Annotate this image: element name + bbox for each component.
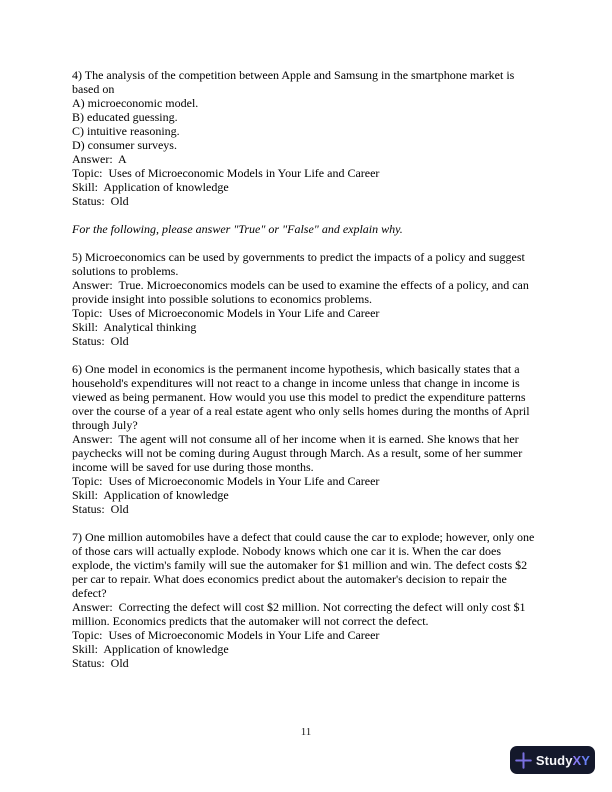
doc-line: per car to repair. What does economics predict about the automaker's decision to repair the	[72, 572, 507, 586]
doc-line: 5) Microeconomics can be used by governments to predict the impacts of a policy and suggest	[72, 250, 525, 264]
logo-wordmark	[536, 754, 590, 767]
doc-line: solutions to problems.	[72, 264, 179, 278]
doc-line: Answer: True. Microeconomics models can be used to examine the effects of a policy, and can	[72, 278, 529, 292]
doc-line: Status: Old	[72, 502, 129, 516]
question-block-5	[72, 250, 544, 348]
doc-line: paychecks will not be coming during August through March. As a result, some of her summer	[72, 446, 523, 460]
plus-icon	[515, 752, 532, 769]
doc-line: 6) One model in economics is the permanent income hypothesis, which basically states that a	[72, 362, 520, 376]
doc-line: B) educated guessing.	[72, 110, 178, 124]
doc-line: income will be saved for use during those months.	[72, 460, 314, 474]
document-body	[72, 68, 544, 684]
doc-line: over the course of a year of a real estate agent who only sells homes during the months of April	[72, 404, 530, 418]
doc-line: Answer: A	[72, 152, 127, 166]
doc-line: Topic: Uses of Microeconomic Models in Your Life and Career	[72, 166, 380, 180]
doc-line: through July?	[72, 418, 138, 432]
page-number: 11	[300, 726, 312, 738]
doc-line: Topic: Uses of Microeconomic Models in Your Life and Career	[72, 306, 380, 320]
doc-line: C) intuitive reasoning.	[72, 124, 180, 138]
doc-line: Skill: Analytical thinking	[72, 320, 197, 334]
doc-line: For the following, please answer "True" or "False" and explain why.	[72, 222, 403, 236]
doc-line: A) microeconomic model.	[72, 96, 199, 110]
doc-line: Status: Old	[72, 334, 129, 348]
doc-line: Status: Old	[72, 656, 129, 670]
logo-text-xy: XY	[572, 752, 591, 768]
logo-text-study: Study	[535, 752, 573, 768]
doc-line: provide insight into possible solutions to economics problems.	[72, 292, 372, 306]
doc-line: 4) The analysis of the competition between Apple and Samsung in the smartphone market is	[72, 68, 515, 82]
doc-line: 7) One million automobiles have a defect that could cause the car to explode; however, only one	[72, 530, 535, 544]
question-block-4	[72, 68, 544, 208]
doc-line: Status: Old	[72, 194, 129, 208]
question-block-7	[72, 530, 544, 670]
doc-line: defect?	[72, 586, 107, 600]
doc-line: Skill: Application of knowledge	[72, 642, 229, 656]
question-block-6	[72, 362, 544, 516]
doc-line: viewed as being permanent. How would you use this model to predict the expenditure patterns	[72, 390, 526, 404]
doc-line: Skill: Application of knowledge	[72, 488, 229, 502]
doc-line: million. Economics predicts that the automaker will not correct the defect.	[72, 614, 429, 628]
doc-line: D) consumer surveys.	[72, 138, 177, 152]
doc-line: explode, the victim's family will sue the automaker for $1 million and win. The defect costs $2	[72, 558, 528, 572]
doc-line: based on	[72, 82, 115, 96]
doc-line: household's expenditures will not react to a change in income unless that change in income is	[72, 376, 520, 390]
instruction-heading	[72, 222, 544, 236]
doc-line: Skill: Application of knowledge	[72, 180, 229, 194]
doc-line: Answer: The agent will not consume all of her income when it is earned. She knows that her	[72, 432, 519, 446]
doc-line: Topic: Uses of Microeconomic Models in Your Life and Career	[72, 474, 380, 488]
doc-line: of those cars will actually explode. Nobody knows which one car it is. When the car does	[72, 544, 501, 558]
studyxy-logo-badge	[510, 746, 595, 774]
doc-line: Answer: Correcting the defect will cost $2 million. Not correcting the defect will only cost $1	[72, 600, 526, 614]
doc-line: Topic: Uses of Microeconomic Models in Your Life and Career	[72, 628, 380, 642]
